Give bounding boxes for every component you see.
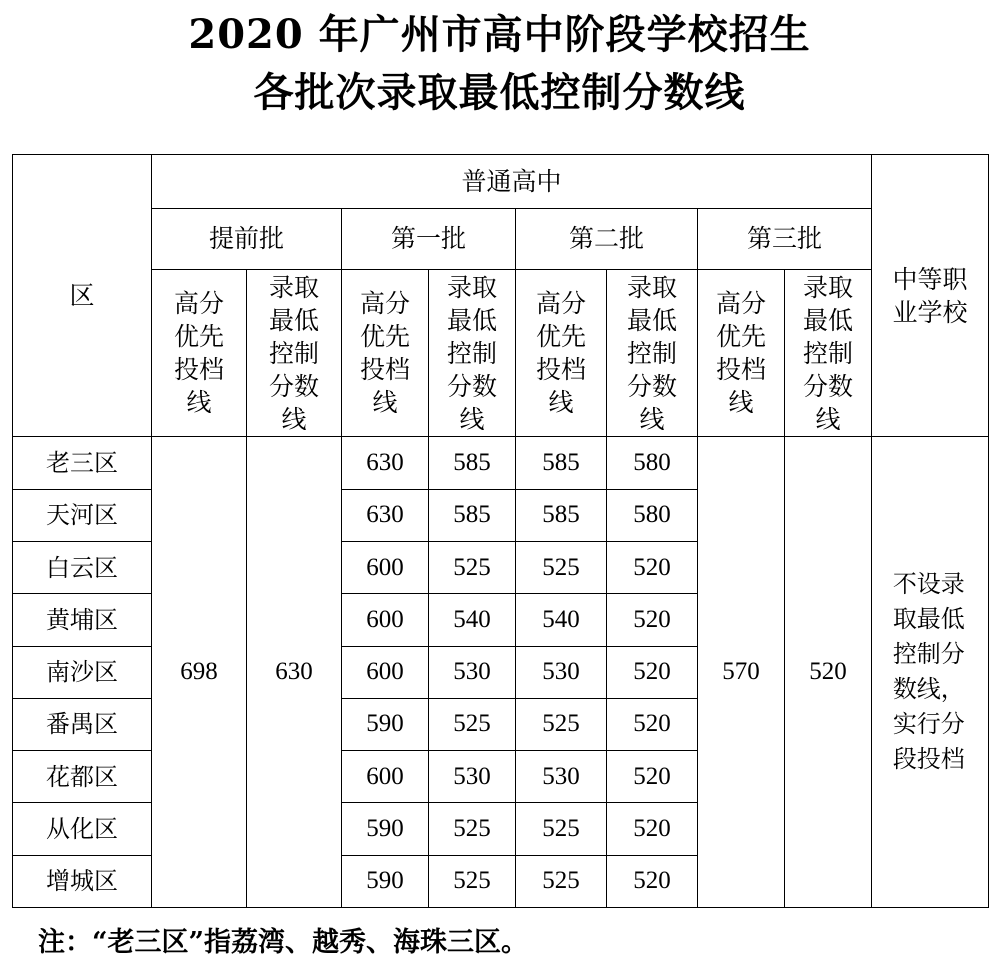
second-priority-cell: 525 [516,542,607,594]
header-vocational-text: 中等职业学校 [892,264,968,327]
subheader-priority: 高分优先投档线 [152,269,247,437]
second-priority-cell: 585 [516,489,607,541]
second-minimum-cell: 520 [607,803,698,855]
district-cell: 番禺区 [13,698,152,750]
subheader-priority: 高分优先投档线 [516,269,607,437]
header-batch-third: 第三批 [698,209,872,269]
subheader-minimum: 录取最低控制分数线 [429,269,516,437]
first-priority-cell: 630 [342,489,429,541]
second-minimum-cell: 520 [607,751,698,803]
second-minimum-cell: 520 [607,646,698,698]
second-minimum-cell: 520 [607,542,698,594]
district-cell: 天河区 [13,489,152,541]
subheader-minimum: 录取最低控制分数线 [247,269,342,437]
district-cell: 花都区 [13,751,152,803]
header-district: 区 [13,155,152,437]
first-minimum-cell: 525 [429,542,516,594]
district-cell: 白云区 [13,542,152,594]
title-line-2: 各批次录取最低控制分数线 [253,69,746,116]
first-priority-cell: 590 [342,698,429,750]
second-minimum-cell: 520 [607,855,698,907]
first-minimum-cell: 585 [429,489,516,541]
third-priority-cell: 570 [698,437,785,908]
score-table [12,154,989,908]
second-priority-cell: 530 [516,751,607,803]
second-minimum-cell: 520 [607,698,698,750]
first-priority-cell: 600 [342,542,429,594]
vocational-note-cell [872,437,989,908]
first-minimum-cell: 585 [429,437,516,489]
second-minimum-cell: 580 [607,489,698,541]
early-priority-cell: 698 [152,437,247,908]
first-priority-cell: 600 [342,751,429,803]
second-minimum-cell: 520 [607,594,698,646]
district-cell: 老三区 [13,437,152,489]
early-minimum-cell: 630 [247,437,342,908]
first-priority-cell: 600 [342,646,429,698]
second-priority-cell: 525 [516,855,607,907]
first-minimum-cell: 525 [429,855,516,907]
vocational-note-text: 不设录取最低控制分数线，实行分段投档 [892,570,965,774]
header-batch-first: 第一批 [342,209,516,269]
header-batch-second: 第二批 [516,209,698,269]
header-vocational [872,155,989,437]
second-priority-cell: 540 [516,594,607,646]
header-general-high: 普通高中 [152,155,872,209]
header-batch-early: 提前批 [152,209,342,269]
district-cell: 从化区 [13,803,152,855]
first-minimum-cell: 540 [429,594,516,646]
first-priority-cell: 590 [342,803,429,855]
district-cell: 南沙区 [13,646,152,698]
first-priority-cell: 600 [342,594,429,646]
subheader-row [13,269,989,437]
first-priority-cell: 630 [342,437,429,489]
second-priority-cell: 585 [516,437,607,489]
second-minimum-cell: 580 [607,437,698,489]
first-minimum-cell: 525 [429,803,516,855]
second-priority-cell: 530 [516,646,607,698]
footnote: 注：“老三区”指荔湾、越秀、海珠三区。 [38,927,529,958]
title-line-1: 2020 年广州市高中阶段学校招生 [188,11,811,58]
first-minimum-cell: 525 [429,698,516,750]
district-cell: 黄埔区 [13,594,152,646]
table-row [13,437,989,489]
subheader-minimum: 录取最低控制分数线 [607,269,698,437]
first-minimum-cell: 530 [429,646,516,698]
subheader-priority: 高分优先投档线 [698,269,785,437]
first-priority-cell: 590 [342,855,429,907]
third-minimum-cell: 520 [785,437,872,908]
subheader-minimum: 录取最低控制分数线 [785,269,872,437]
subheader-priority: 高分优先投档线 [342,269,429,437]
second-priority-cell: 525 [516,803,607,855]
second-priority-cell: 525 [516,698,607,750]
first-minimum-cell: 530 [429,751,516,803]
district-cell: 增城区 [13,855,152,907]
